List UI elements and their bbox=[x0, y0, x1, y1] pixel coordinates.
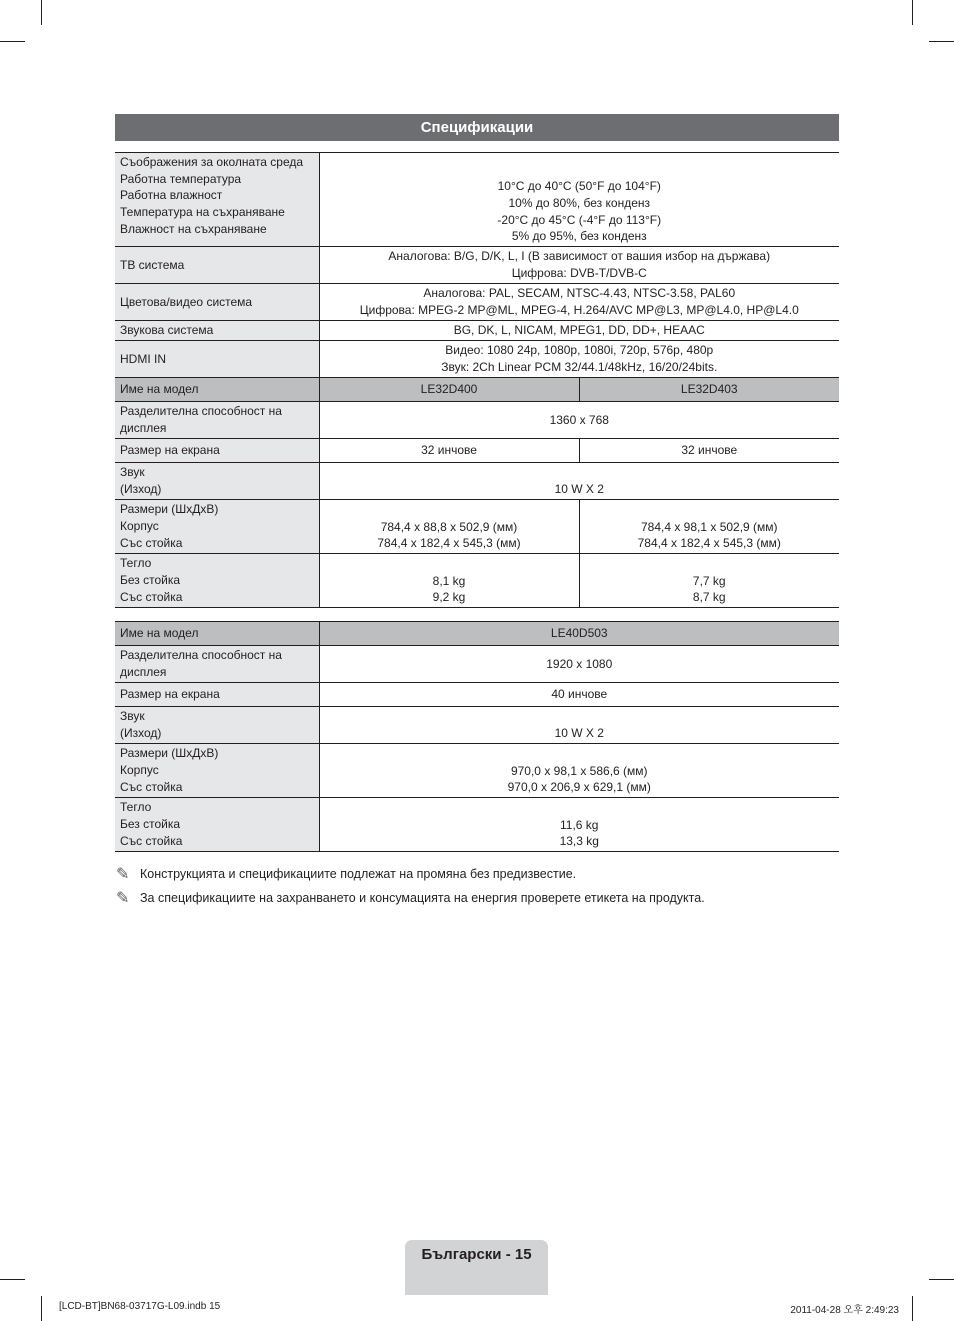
table-row-screen-size bbox=[115, 439, 839, 463]
model-label: Име на модел bbox=[115, 622, 319, 646]
color-video-label: Цветова/видео система bbox=[115, 284, 319, 321]
crop-mark bbox=[41, 0, 42, 25]
pencil-note-icon: ✎ bbox=[116, 890, 130, 907]
dimensions-value bbox=[579, 500, 839, 554]
weight-line: 9,2 kg bbox=[432, 590, 466, 605]
section-title: Спецификации bbox=[115, 114, 839, 141]
env-value: 10% до 80%, без конденз bbox=[508, 195, 651, 210]
table-row-model bbox=[115, 622, 839, 646]
dimensions-label-line: Със стойка bbox=[120, 779, 183, 794]
env-value: 10°C до 40°C (50°F до 104°F) bbox=[497, 179, 661, 194]
screen-size-value: 40 инчове bbox=[319, 683, 839, 707]
weight-label-line: Тегло bbox=[120, 800, 152, 815]
table-row-model bbox=[115, 378, 839, 402]
sound-label-line: Звук bbox=[120, 465, 145, 480]
table-row-resolution bbox=[115, 646, 839, 683]
sound-label bbox=[115, 707, 319, 744]
tv-system-line: Аналогова: B/G, D/K, L, I (В зависимост от вашия избор на държава) bbox=[388, 249, 771, 264]
screen-size-value: 32 инчове bbox=[579, 439, 839, 463]
resolution-label-line: Разделителна способност на bbox=[120, 404, 282, 419]
weight-label-line: Със стойка bbox=[120, 589, 183, 604]
footer-timestamp: 2011-04-28 오후 2:49:23 bbox=[790, 1305, 899, 1316]
page-number-tab: Български - 15 bbox=[405, 1240, 548, 1295]
color-video-line: Цифрова: MPEG-2 MP@ML, MPEG-4, H.264/AVC MP@L3, MP@L4.0, HP@L4.0 bbox=[359, 303, 799, 317]
note-text: Конструкцията и спецификациите подлежат на промяна без предизвестие. bbox=[140, 867, 577, 881]
color-video-value bbox=[319, 284, 839, 321]
env-label: Температура на съхраняване bbox=[120, 205, 285, 220]
table-row-screen-size bbox=[115, 683, 839, 707]
note-item bbox=[116, 864, 576, 884]
tv-system-value bbox=[319, 247, 839, 284]
dimensions-line: 784,4 x 88,8 x 502,9 (мм) bbox=[380, 519, 518, 534]
sound-value: 10 W X 2 bbox=[319, 707, 839, 744]
weight-line: 11,6 kg bbox=[560, 817, 599, 832]
env-label: Съображения за околната среда bbox=[120, 155, 304, 169]
footer-file-info: [LCD-BT]BN68-03717G-L09.indb 15 bbox=[59, 1301, 221, 1312]
model-label: Име на модел bbox=[115, 378, 319, 402]
dimensions-line: 970,0 x 206,9 x 629,1 (мм) bbox=[507, 780, 651, 795]
resolution-label-line: Разделителна способност на bbox=[120, 648, 282, 663]
tv-system-label: ТВ система bbox=[115, 247, 319, 284]
env-labels bbox=[115, 153, 319, 247]
env-label: Работна температура bbox=[120, 171, 242, 186]
table-row-sound-system bbox=[115, 321, 839, 341]
crop-mark bbox=[0, 1279, 25, 1280]
table-row-weight bbox=[115, 798, 839, 852]
crop-mark bbox=[929, 1279, 954, 1280]
weight-line: 7,7 kg bbox=[692, 573, 726, 588]
table-row-color-video bbox=[115, 284, 839, 321]
env-label: Работна влажност bbox=[120, 188, 223, 203]
env-value: 5% до 95%, без конденз bbox=[511, 229, 647, 244]
model-name: LE40D503 bbox=[319, 622, 839, 646]
resolution-value: 1920 x 1080 bbox=[319, 646, 839, 683]
resolution-label bbox=[115, 402, 319, 439]
resolution-label bbox=[115, 646, 319, 683]
weight-label bbox=[115, 554, 319, 608]
dimensions-label-line: Корпус bbox=[120, 763, 159, 778]
sound-system-value: BG, DK, L, NICAM, MPEG1, DD, DD+, HEAAC bbox=[319, 321, 839, 341]
weight-line: 8,7 kg bbox=[692, 590, 726, 605]
env-label: Влажност на съхраняване bbox=[120, 221, 267, 236]
dimensions-label-line: Размери (ШхДхВ) bbox=[120, 746, 219, 761]
resolution-label-line: дисплея bbox=[120, 665, 167, 679]
dimensions-line: 784,4 x 182,4 x 545,3 (мм) bbox=[377, 536, 521, 551]
note-item bbox=[116, 888, 705, 908]
weight-value bbox=[319, 554, 579, 608]
table-row-sound bbox=[115, 463, 839, 500]
weight-label-line: Без стойка bbox=[120, 573, 181, 588]
env-value: -20°C до 45°C (-4°F до 113°F) bbox=[497, 212, 662, 227]
resolution-value: 1360 x 768 bbox=[319, 402, 839, 439]
model-name: LE32D403 bbox=[579, 378, 839, 402]
weight-value bbox=[319, 798, 839, 852]
weight-line: 13,3 kg bbox=[559, 834, 599, 849]
sound-label-line: (Изход) bbox=[120, 726, 162, 740]
dimensions-label bbox=[115, 500, 319, 554]
table-row-dimensions bbox=[115, 500, 839, 554]
spec-table-main bbox=[115, 152, 839, 608]
dimensions-line: 784,4 x 182,4 x 545,3 (мм) bbox=[637, 536, 781, 551]
sound-system-label: Звукова система bbox=[115, 321, 319, 341]
crop-mark bbox=[912, 0, 913, 25]
hdmi-label: HDMI IN bbox=[115, 341, 319, 378]
table-row-hdmi bbox=[115, 341, 839, 378]
table-row-tv-system bbox=[115, 247, 839, 284]
crop-mark bbox=[0, 41, 25, 42]
resolution-label-line: дисплея bbox=[120, 421, 167, 435]
dimensions-label-line: Със стойка bbox=[120, 535, 183, 550]
env-values bbox=[319, 153, 839, 247]
dimensions-value bbox=[319, 744, 839, 798]
dimensions-label bbox=[115, 744, 319, 798]
weight-line: 8,1 kg bbox=[432, 573, 466, 588]
weight-label-line: Със стойка bbox=[120, 833, 183, 848]
screen-size-label: Размер на екрана bbox=[115, 439, 319, 463]
note-text: За спецификациите на захранването и консумацията на енергия проверете етикета на продукта. bbox=[140, 891, 705, 905]
hdmi-line: Звук: 2Ch Linear PCM 32/44.1/48kHz, 16/20/24bits. bbox=[441, 360, 718, 374]
weight-value bbox=[579, 554, 839, 608]
hdmi-value bbox=[319, 341, 839, 378]
table-row-dimensions bbox=[115, 744, 839, 798]
dimensions-value bbox=[319, 500, 579, 554]
weight-label-line: Без стойка bbox=[120, 817, 181, 832]
table-row-resolution bbox=[115, 402, 839, 439]
dimensions-line: 784,4 x 98,1 x 502,9 (мм) bbox=[640, 519, 778, 534]
dimensions-label-line: Корпус bbox=[120, 519, 159, 534]
weight-label-line: Тегло bbox=[120, 556, 152, 571]
crop-mark bbox=[912, 1296, 913, 1321]
sound-label bbox=[115, 463, 319, 500]
crop-mark bbox=[929, 41, 954, 42]
tv-system-line: Цифрова: DVB-T/DVB-C bbox=[511, 266, 647, 280]
weight-label bbox=[115, 798, 319, 852]
sound-label-line: Звук bbox=[120, 709, 145, 724]
model-name: LE32D400 bbox=[319, 378, 579, 402]
dimensions-label-line: Размери (ШхДхВ) bbox=[120, 502, 219, 517]
hdmi-line: Видео: 1080 24p, 1080p, 1080i, 720p, 576p, 480p bbox=[445, 343, 714, 358]
sound-label-line: (Изход) bbox=[120, 482, 162, 496]
crop-mark bbox=[41, 1296, 42, 1321]
spec-table-le40 bbox=[115, 621, 839, 852]
sound-value: 10 W X 2 bbox=[319, 463, 839, 500]
screen-size-value: 32 инчове bbox=[319, 439, 579, 463]
screen-size-label: Размер на екрана bbox=[115, 683, 319, 707]
table-row-sound bbox=[115, 707, 839, 744]
pencil-note-icon: ✎ bbox=[116, 866, 130, 883]
color-video-line: Аналогова: PAL, SECAM, NTSC-4.43, NTSC-3.58, PAL60 bbox=[423, 286, 736, 301]
dimensions-line: 970,0 x 98,1 x 586,6 (мм) bbox=[510, 763, 648, 778]
table-row-weight bbox=[115, 554, 839, 608]
table-row-environment bbox=[115, 153, 839, 247]
